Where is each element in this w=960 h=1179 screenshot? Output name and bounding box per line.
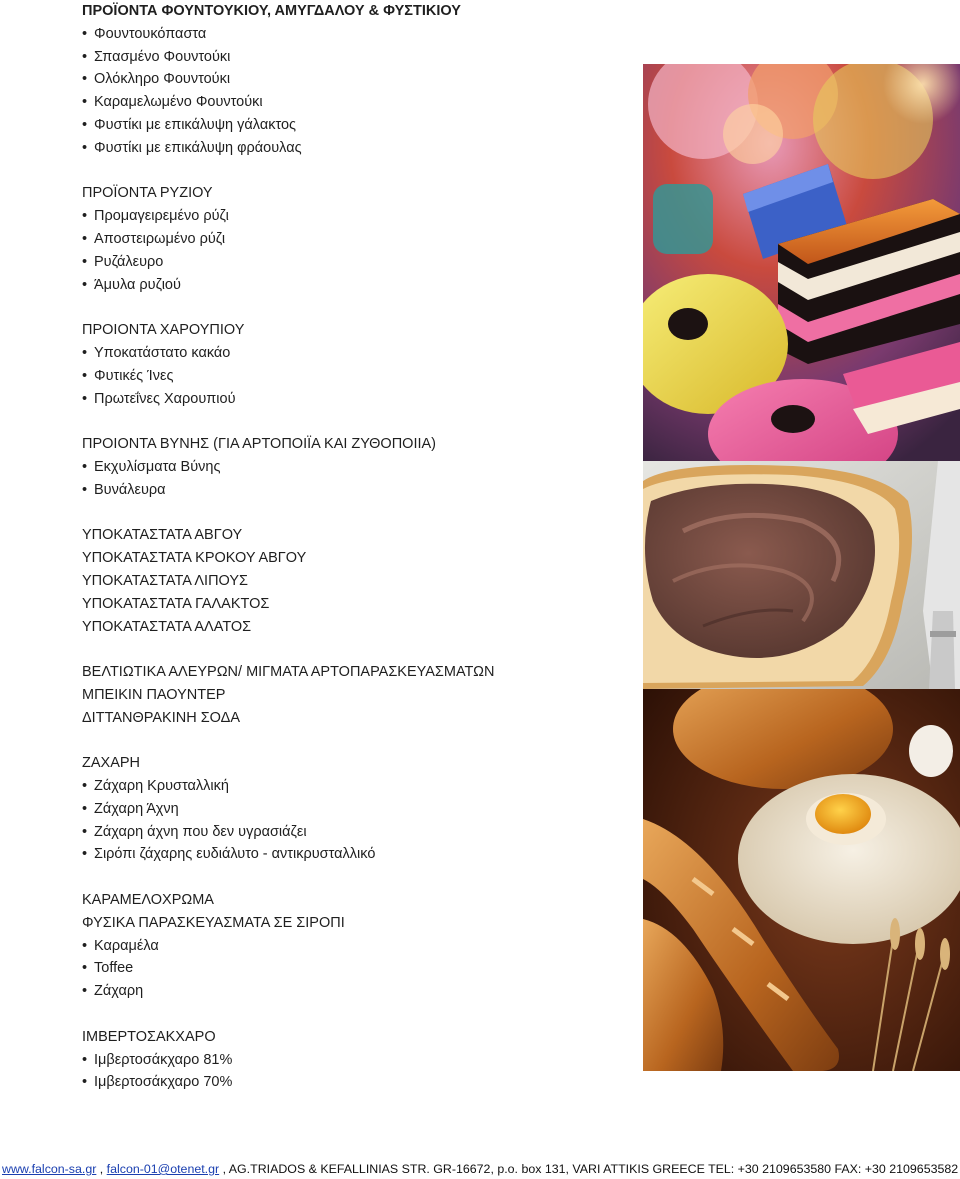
list-item: • Ιμβερτοσάκχαρο 81% bbox=[82, 1049, 642, 1072]
list-item: • Φυστίκι με επικάλυψη φράουλας bbox=[82, 137, 642, 160]
list-item: • Εκχυλίσματα Βύνης bbox=[82, 456, 642, 479]
email-link[interactable]: falcon-01@otenet.gr bbox=[106, 1162, 220, 1176]
section-caramel bbox=[82, 889, 642, 1003]
section-malt bbox=[82, 433, 642, 501]
section-heading: ΒΕΛΤΙΩΤΙΚΑ ΑΛΕΥΡΩΝ/ ΜΙΓΜΑΤΑ ΑΡΤΟΠΑΡΑΣΚΕΥΑΣΜΑΤΩΝ bbox=[82, 664, 495, 681]
bullet: • bbox=[82, 139, 88, 156]
bread-flour-egg-photo bbox=[643, 689, 960, 1071]
website-link[interactable]: www.falcon-sa.gr bbox=[2, 1162, 97, 1176]
list-item: • Βυνάλευρα bbox=[82, 479, 642, 502]
list-item: • Φυστίκι με επικάλυψη γάλακτος bbox=[82, 114, 642, 137]
footer-separator: , bbox=[96, 1162, 107, 1176]
list-item: • Ολόκληρο Φουντούκι bbox=[82, 68, 642, 91]
bullet: • bbox=[82, 253, 88, 270]
photo-column bbox=[643, 64, 960, 1071]
bullet: • bbox=[82, 481, 88, 498]
list-item: • Toffee bbox=[82, 957, 642, 980]
bullet: • bbox=[82, 1074, 88, 1091]
section-invert-sugar bbox=[82, 1026, 642, 1094]
bullet: • bbox=[82, 823, 88, 840]
section-heading: ΥΠΟΚΑΤΑΣΤΑΤΑ ΑΛΑΤΟΣ bbox=[82, 618, 252, 635]
list-item: • Υποκατάστατο κακάο bbox=[82, 342, 642, 365]
section-carob bbox=[82, 319, 642, 410]
section-heading: ΥΠΟΚΑΤΑΣΤΑΤΑ ΛΙΠΟΥΣ bbox=[82, 572, 248, 589]
bullet: • bbox=[82, 48, 88, 65]
bullet: • bbox=[82, 983, 88, 1000]
section-heading: ΚΑΡΑΜΕΛΟΧΡΩΜΑ bbox=[82, 892, 214, 909]
section-heading: ΜΠΕΙΚΙΝ ΠΑΟΥΝΤΕΡ bbox=[82, 686, 226, 703]
list-item: • Σιρόπι ζάχαρης ευδιάλυτο - αντικρυσταλλικό bbox=[82, 843, 642, 866]
section-heading: ΙΜΒΕΡΤΟΣΑΚΧΑΡΟ bbox=[82, 1028, 216, 1045]
list-item: • Αποστειρωμένο ρύζι bbox=[82, 228, 642, 251]
list-item: • Άμυλα ρυζιού bbox=[82, 274, 642, 297]
section-hazelnut bbox=[82, 0, 642, 160]
bread-flour-image bbox=[643, 689, 960, 1071]
section-heading: ΥΠΟΚΑΤΑΣΤΑΤΑ ΓΑΛΑΚΤΟΣ bbox=[82, 595, 270, 612]
section-heading: ΥΠΟΚΑΤΑΣΤΑΤΑ ΑΒΓΟΥ bbox=[82, 527, 243, 544]
section-improvers bbox=[82, 661, 642, 729]
bullet: • bbox=[82, 778, 88, 795]
list-item: • Καραμέλα bbox=[82, 935, 642, 958]
bullet: • bbox=[82, 367, 88, 384]
list-item: • Ζάχαρη Άχνη bbox=[82, 798, 642, 821]
section-sugar bbox=[82, 752, 642, 866]
section-heading: ΠΡΟΙΟΝΤΑ ΒΥΝΗΣ (ΓΙΑ ΑΡΤΟΠΟΙΪΑ ΚΑΙ ΖΥΘΟΠΟΙΙΑ) bbox=[82, 436, 437, 453]
footer-address: , AG.TRIADOS & KEFALLINIAS STR. GR-16672, p.o. box 131, VARI ATTIKIS GREECE TEL: +30 2109653580 FAX: +30 2109653582 bbox=[219, 1162, 959, 1176]
list-item: • Σπασμένο Φουντούκι bbox=[82, 46, 642, 69]
bullet: • bbox=[82, 390, 88, 407]
section-heading: ΖΑΧΑΡΗ bbox=[82, 755, 141, 772]
section-heading: ΠΡΟΪΟΝΤΑ ΡΥΖΙΟΥ bbox=[82, 185, 213, 202]
bullet: • bbox=[82, 208, 88, 225]
bullet: • bbox=[82, 1051, 88, 1068]
bullet: • bbox=[82, 230, 88, 247]
list-item: • Φυτικές Ίνες bbox=[82, 365, 642, 388]
bullet: • bbox=[82, 800, 88, 817]
section-rice bbox=[82, 182, 642, 296]
section-substitutes bbox=[82, 524, 642, 638]
bullet: • bbox=[82, 960, 88, 977]
bullet: • bbox=[82, 937, 88, 954]
bullet: • bbox=[82, 94, 88, 111]
bullet: • bbox=[82, 458, 88, 475]
footer-contact bbox=[2, 1161, 960, 1177]
section-heading: ΦΥΣΙΚΑ ΠΑΡΑΣΚΕΥΑΣΜΑΤΑ ΣΕ ΣΙΡΟΠΙ bbox=[82, 914, 345, 931]
list-item: • Φουντουκόπαστα bbox=[82, 23, 642, 46]
chocolate-spread-toast-photo bbox=[643, 461, 960, 689]
list-item: • Ρυζάλευρο bbox=[82, 251, 642, 274]
licorice-candy-photo bbox=[643, 64, 960, 461]
section-heading: ΥΠΟΚΑΤΑΣΤΑΤΑ ΚΡΟΚΟΥ ΑΒΓΟΥ bbox=[82, 550, 307, 567]
list-item: • Πρωτεΐνες Χαρουπιού bbox=[82, 388, 642, 411]
chocolate-spread-image bbox=[643, 461, 960, 689]
bullet: • bbox=[82, 344, 88, 361]
list-item: • Ζάχαρη άχνη που δεν υγρασιάζει bbox=[82, 821, 642, 844]
product-list bbox=[82, 0, 642, 1094]
section-heading: ΔΙΤΤΑΝΘΡΑΚΙΝΗ ΣΟΔΑ bbox=[82, 709, 241, 726]
list-item: • Ζάχαρη Κρυσταλλική bbox=[82, 775, 642, 798]
bullet: • bbox=[82, 276, 88, 293]
section-heading: ΠΡΟΙΟΝΤΑ ΧΑΡΟΥΠΙΟΥ bbox=[82, 322, 245, 339]
bullet: • bbox=[82, 71, 88, 88]
list-item: • Ζάχαρη bbox=[82, 980, 642, 1003]
bullet: • bbox=[82, 25, 88, 42]
section-heading: ΠΡΟΪΟΝΤΑ ΦΟΥΝΤΟΥΚΙΟΥ, ΑΜΥΓΔΑΛΟΥ & ΦΥΣΤΙΚΙΟΥ bbox=[82, 3, 461, 19]
bullet: • bbox=[82, 846, 88, 863]
list-item: • Προμαγειρεμένο ρύζι bbox=[82, 205, 642, 228]
licorice-candy-image bbox=[643, 64, 960, 461]
bullet: • bbox=[82, 116, 88, 133]
list-item: • Καραμελωμένο Φουντούκι bbox=[82, 91, 642, 114]
list-item: • Ιμβερτοσάκχαρο 70% bbox=[82, 1071, 642, 1094]
